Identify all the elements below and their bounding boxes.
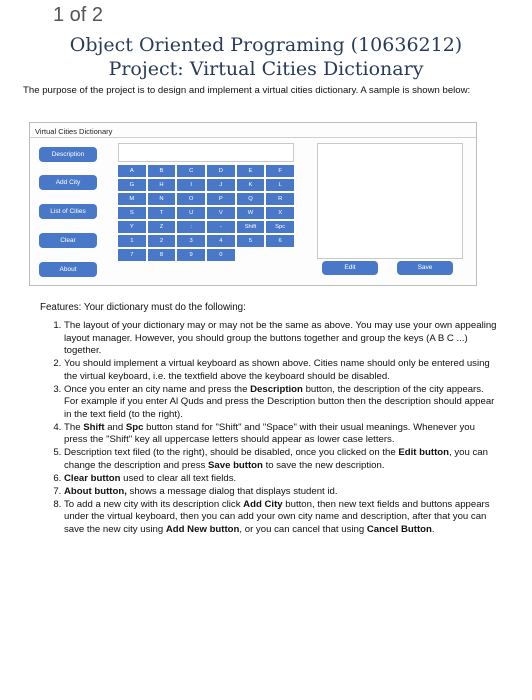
- key-j[interactable]: J: [207, 179, 235, 193]
- title-separator: [30, 137, 476, 138]
- feature-text: .: [431, 523, 435, 535]
- key-v[interactable]: V: [207, 207, 235, 221]
- feature-emphasis: Add New button: [165, 523, 240, 535]
- key-4[interactable]: 4: [207, 235, 235, 249]
- feature-emphasis: Edit button: [398, 447, 449, 458]
- page-indicator: 1 of 2: [53, 4, 104, 26]
- feature-text: The: [64, 421, 84, 433]
- feature-item: [64, 358, 498, 383]
- feature-text: , you can change the description and press: [64, 447, 488, 471]
- feature-item: [64, 384, 498, 422]
- feature-text: Description text filed (to the right), should be disabled, once you clicked on the: [64, 447, 399, 458]
- key-2[interactable]: 2: [148, 235, 176, 249]
- feature-item: [64, 447, 498, 472]
- feature-emphasis: Save button: [208, 459, 263, 471]
- key-b[interactable]: B: [148, 165, 176, 179]
- key-e[interactable]: E: [237, 165, 265, 179]
- key-0[interactable]: 0: [207, 249, 235, 263]
- feature-emphasis: Spc: [125, 421, 144, 433]
- key-c[interactable]: C: [177, 165, 205, 179]
- key-m[interactable]: M: [118, 193, 146, 207]
- feature-item: [64, 320, 498, 358]
- clear-button[interactable]: Clear: [39, 233, 97, 248]
- key-w[interactable]: W: [237, 207, 265, 221]
- key-r[interactable]: R: [266, 193, 294, 207]
- key-s[interactable]: S: [118, 207, 146, 221]
- key-spc[interactable]: Spc: [266, 221, 294, 235]
- save-button[interactable]: Save: [397, 261, 453, 275]
- key-t[interactable]: T: [148, 207, 176, 221]
- feature-text: button, then new text fields and buttons appears under the virtual keyboard, then you can add your own city name and description, after that you can save the new city using: [64, 498, 490, 535]
- key-g[interactable]: G: [118, 179, 146, 193]
- key-shift[interactable]: Shift: [237, 221, 265, 235]
- feature-emphasis: Description: [250, 383, 303, 395]
- intro-paragraph: The purpose of the project is to design and implement a virtual cities dictionary. A sample is shown below:: [23, 85, 471, 96]
- feature-text: Once you enter an city name and press the: [64, 383, 251, 395]
- key-l[interactable]: L: [266, 179, 294, 193]
- feature-text: You should implement a virtual keyboard as shown above. Cities name should only be entered using the virtual keyboard, i.e. the textfield above the keyboard should be disabled.: [64, 358, 490, 382]
- sample-app-window: [29, 122, 477, 286]
- feature-text: To add a new city with its description click: [64, 498, 244, 510]
- key-colon[interactable]: :: [177, 221, 205, 235]
- feature-emphasis: About button,: [64, 485, 127, 497]
- description-field[interactable]: [317, 143, 463, 259]
- key-a[interactable]: A: [118, 165, 146, 179]
- key-i[interactable]: I: [177, 179, 205, 193]
- key-dash[interactable]: -: [207, 221, 235, 235]
- edit-button[interactable]: Edit: [322, 261, 378, 275]
- feature-text: The layout of your dictionary may or may not be the same as above. You may use your own appealing layout manager. However, you should group the buttons together and group the keys (A B C ...) together.: [64, 320, 497, 356]
- feature-emphasis: Clear button: [64, 472, 121, 484]
- key-z[interactable]: Z: [148, 221, 176, 235]
- virtual-keyboard: [118, 165, 294, 263]
- key-h[interactable]: H: [148, 179, 176, 193]
- key-k[interactable]: K: [237, 179, 265, 193]
- key-x[interactable]: X: [266, 207, 294, 221]
- city-name-field[interactable]: [118, 143, 294, 162]
- key-q[interactable]: Q: [237, 193, 265, 207]
- key-u[interactable]: U: [177, 207, 205, 221]
- feature-emphasis: Cancel Button: [366, 523, 432, 535]
- document-subtitle: Project: Virtual Cities Dictionary: [108, 58, 424, 80]
- key-3[interactable]: 3: [177, 235, 205, 249]
- add-city-button[interactable]: Add City: [39, 175, 97, 190]
- about-button[interactable]: About: [39, 262, 97, 277]
- key-8[interactable]: 8: [148, 249, 176, 263]
- key-n[interactable]: N: [148, 193, 176, 207]
- feature-text: used to clear all text fields.: [120, 472, 237, 484]
- feature-item: [64, 422, 498, 447]
- description-button[interactable]: Description: [39, 147, 97, 162]
- sample-window-title: Virtual Cities Dictionary: [35, 127, 113, 136]
- feature-emphasis: Shift: [83, 421, 105, 433]
- key-f[interactable]: F: [266, 165, 294, 179]
- key-y[interactable]: Y: [118, 221, 146, 235]
- key-6[interactable]: 6: [266, 235, 294, 249]
- feature-text: button, the description of the city appears. For example if you enter Al Quds and press the Description button then the description should appear in the text field (to the right).: [64, 383, 495, 420]
- key-5[interactable]: 5: [237, 235, 265, 249]
- document-title: Object Oriented Programing (10636212): [69, 34, 463, 56]
- feature-text: shows a message dialog that displays student id.: [126, 485, 338, 497]
- key-d[interactable]: D: [207, 165, 235, 179]
- feature-emphasis: Add City: [243, 498, 283, 510]
- feature-item: [64, 499, 498, 537]
- feature-text: , or you can cancel that using: [239, 523, 367, 535]
- key-o[interactable]: O: [177, 193, 205, 207]
- feature-text: button stand for "Shift" and "Space" with their usual meanings. Whenever you press the "Shift" key all uppercase letters should appear as lower case letters.: [64, 421, 475, 445]
- key-9[interactable]: 9: [177, 249, 205, 263]
- key-7[interactable]: 7: [118, 249, 146, 263]
- feature-item: [64, 486, 498, 499]
- list-of-cities-button[interactable]: List of Cities: [39, 204, 97, 219]
- features-heading: Features: Your dictionary must do the following:: [40, 302, 246, 313]
- feature-text: and: [104, 421, 126, 433]
- key-1[interactable]: 1: [118, 235, 146, 249]
- features-list: [40, 320, 498, 537]
- feature-text: to save the new description.: [262, 459, 385, 471]
- key-p[interactable]: P: [207, 193, 235, 207]
- feature-item: [64, 473, 498, 486]
